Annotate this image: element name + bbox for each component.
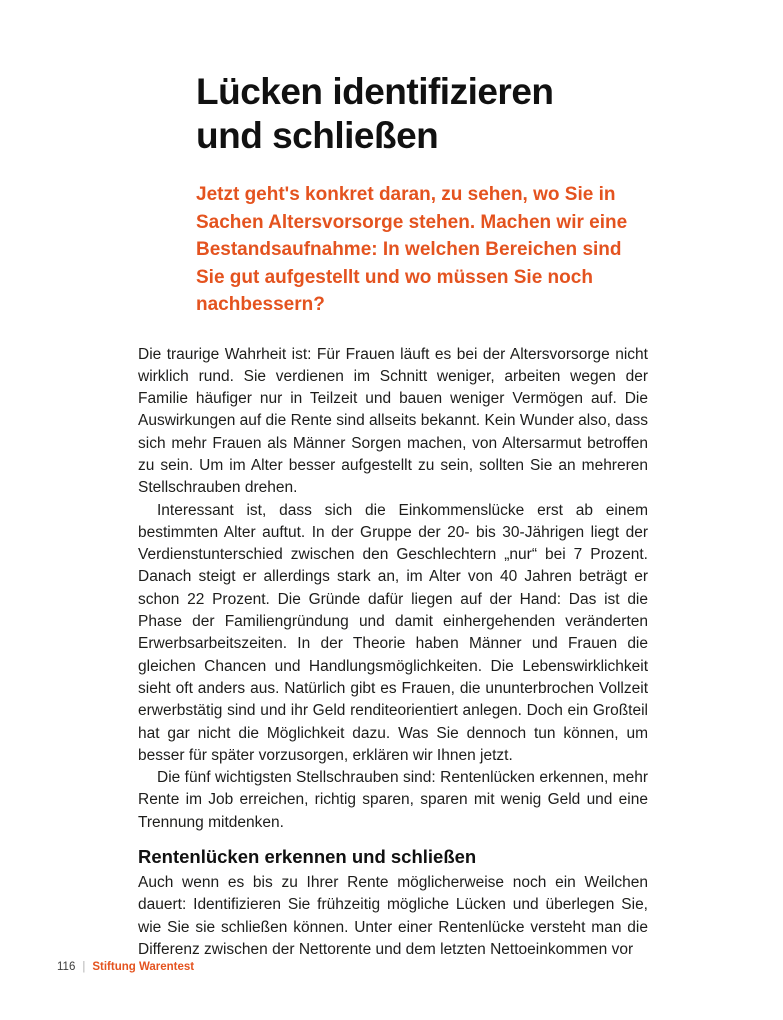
lead-paragraph: Jetzt geht's konkret daran, zu sehen, wo Sie in Sachen Altersvorsorge stehen. Machen wir eine Bestandsaufnahme: In welchen Bereichen sind Sie gut aufgestellt und wo müssen Sie noch nachbessern? — [196, 184, 628, 315]
section-subheading: Rentenlücken erkennen und schließen — [138, 846, 477, 868]
paragraph: Die fünf wichtigsten Stellschrauben sind: Rentenlücken erkennen, mehr Rente im Job erreichen, richtig sparen, sparen mit wenig Geld und eine Trennung mitdenken. — [138, 769, 648, 831]
body-text — [138, 344, 648, 962]
page-title — [196, 70, 648, 158]
paragraph: Auch wenn es bis zu Ihrer Rente möglicherweise noch ein Weilchen dauert: Identifizieren Sie frühzeitig mögliche Lücken und überlegen Sie, wie Sie sie schließen können. Unter einer Rentenlücke versteht man die Differenz zwischen der Nettorente und dem letzten Nettoeinkommen vor — [138, 874, 648, 958]
page-number: 116 — [57, 961, 76, 973]
footer-separator: | — [82, 961, 86, 973]
paragraph: Interessant ist, dass sich die Einkommenslücke erst ab einem bestimmten Alter auftut. In der Gruppe der 20- bis 30-Jährigen liegt der Verdienstunterschied zwischen den Geschlechtern „nur“ bei 7 Prozent. Danach steigt er allerdings stark an, im Alter von 40 Jahren beträgt er schon 22 Prozent. Die Gründe dafür liegen auf der Hand: Das ist die Phase der Familiengründung und damit einhergehenden veränderten Erwerbsarbeitszeiten. In der Theorie haben Männer und Frauen die gleichen Chancen und Handlungsmöglichkeiten. Die Lebenswirklichkeit sieht oft anders aus. Natürlich gibt es Frauen, die ununterbrochen Vollzeit erwerbstätig sind und ihr Geld renditeorientiert anlegen. Doch ein Großteil hat gar nicht die Möglichkeit dazu. Was Sie dennoch tun können, um besser für später vorzusorgen, erklären wir Ihnen jetzt. — [138, 501, 648, 764]
footer-brand: Stiftung Warentest — [92, 961, 195, 973]
page-title-line-1: Lücken identifizieren — [196, 71, 554, 112]
page-title-line-2: und schließen — [196, 115, 439, 156]
page-content — [138, 0, 648, 961]
paragraph: Die traurige Wahrheit ist: Für Frauen läuft es bei der Altersvorsorge nicht wirklich rund. Sie verdienen im Schnitt weniger, arbeiten wegen der Familie häufiger nur in Teilzeit und bauen weniger Vermögen auf. Die Auswirkungen auf die Rente sind allseits bekannt. Kein Wunder also, dass sich mehr Frauen als Männer Sorgen machen, von Altersarmut betroffen zu sein. Um im Alter besser aufgestellt zu sein, sollten Sie an mehreren Stellschrauben drehen. — [138, 345, 648, 497]
page-footer — [57, 959, 194, 975]
